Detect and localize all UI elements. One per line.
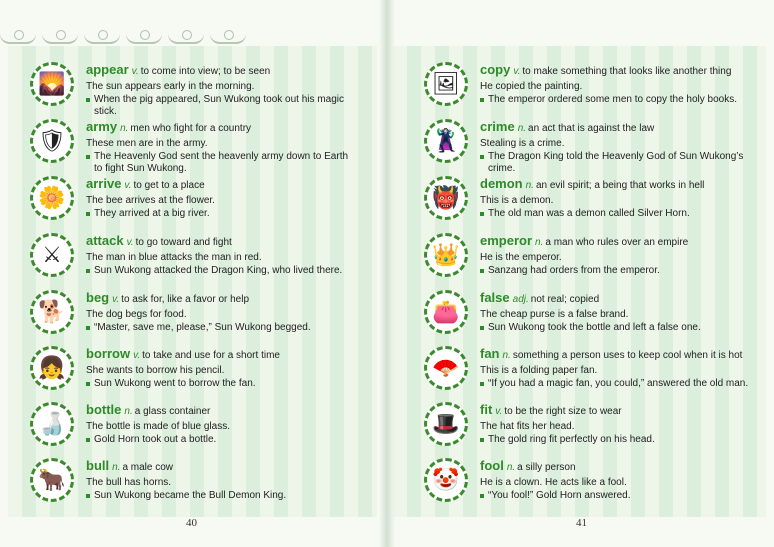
sunrise-icon [30, 62, 74, 106]
entry-text [480, 402, 750, 446]
icon-glyph: 🌄 [38, 71, 66, 96]
icon-glyph: 🛡 [38, 128, 66, 153]
entry-headline [480, 233, 750, 250]
emperor-icon [424, 233, 468, 277]
part-of-speech: n. [506, 462, 516, 473]
icon-glyph: 👧 [38, 355, 66, 380]
entry-text [86, 119, 356, 175]
header-ornament-right [0, 34, 246, 46]
thief-icon [424, 119, 468, 163]
entry-text [86, 176, 356, 220]
example-sentence: The bull has horns. [86, 477, 172, 488]
entry-headline [86, 458, 356, 475]
icon-glyph: 🎩 [432, 411, 460, 436]
headword: bottle [86, 402, 122, 417]
story-sentence: Sanzang had orders from the emperor. [480, 265, 750, 277]
definition: to come into view; to be seen [140, 66, 271, 77]
entry-headline [480, 290, 750, 307]
part-of-speech: v. [124, 180, 132, 191]
icon-glyph: 🐕 [38, 299, 66, 324]
demon-icon [424, 176, 468, 220]
icon-glyph: 🪭 [432, 355, 460, 380]
example-sentence: The bottle is made of blue glass. [86, 421, 230, 432]
icon-glyph: 👛 [432, 299, 460, 324]
icon-glyph: 👑 [432, 242, 460, 267]
headword: army [86, 119, 118, 134]
entry-text [480, 176, 750, 220]
story-sentence: “You fool!” Gold Horn answered. [480, 490, 750, 502]
story-sentence: Gold Horn took out a bottle. [86, 434, 356, 446]
definition: to go toward and fight [135, 237, 232, 248]
headword: copy [480, 62, 511, 77]
story-sentence: “If you had a magic fan, you could,” answered the old man. [480, 378, 750, 390]
example-sentence: She wants to borrow his pencil. [86, 365, 225, 376]
story-sentence: Sun Wukong became the Bull Demon King. [86, 490, 356, 502]
entry-text [480, 346, 750, 390]
entry-headline [86, 119, 356, 136]
icon-glyph: ⚔ [42, 242, 62, 267]
entry-text [86, 346, 356, 390]
icon-glyph: 🐂 [38, 467, 66, 492]
example-sentence: This is a folding paper fan. [480, 365, 598, 376]
definition: a glass container [134, 406, 211, 417]
entry-text [86, 458, 356, 502]
part-of-speech: v. [513, 66, 521, 77]
headword: bull [86, 458, 110, 473]
entry-headline [480, 62, 750, 79]
entry-text [480, 119, 750, 175]
headword: fool [480, 458, 504, 473]
part-of-speech: v. [133, 350, 141, 361]
entry-headline [480, 119, 750, 136]
headword: fit [480, 402, 493, 417]
entry-headline [480, 458, 750, 475]
bee-flower-icon [30, 176, 74, 220]
bottle-icon [30, 402, 74, 446]
icon-glyph: 🌼 [38, 185, 66, 210]
headword: false [480, 290, 510, 305]
story-sentence: The Dragon King told the Heavenly God of Sun Wukong’s crime. [480, 151, 750, 175]
entry-text [480, 458, 750, 502]
story-sentence: The gold ring fit perfectly on his head. [480, 434, 750, 446]
clown-icon [424, 458, 468, 502]
example-sentence: The hat fits her head. [480, 421, 575, 432]
entry-headline [480, 346, 750, 363]
story-sentence: The old man was a demon called Silver Horn. [480, 208, 750, 220]
icon-glyph: 🍶 [38, 411, 66, 436]
children-icon [30, 346, 74, 390]
hat-icon [424, 402, 468, 446]
definition: to get to a place [133, 180, 205, 191]
story-sentence: When the pig appeared, Sun Wukong took out his magic stick. [86, 94, 356, 118]
story-sentence: They arrived at a big river. [86, 208, 356, 220]
story-sentence: The Heavenly God sent the heavenly army down to Earth to fight Sun Wukong. [86, 151, 356, 175]
headword: arrive [86, 176, 122, 191]
entry-headline [86, 62, 356, 79]
icon-glyph: 🖼 [432, 71, 460, 96]
page-background [393, 46, 766, 517]
story-sentence: “Master, save me, please,” Sun Wukong begged. [86, 322, 356, 334]
definition: to take and use for a short time [142, 350, 280, 361]
definition: a silly person [517, 462, 576, 473]
example-sentence: He copied the painting. [480, 81, 583, 92]
entry-headline [86, 290, 356, 307]
definition: to ask for, like a favor or help [121, 294, 250, 305]
headword: beg [86, 290, 110, 305]
part-of-speech: n. [112, 462, 121, 473]
part-of-speech: v. [126, 237, 134, 248]
bull-icon [30, 458, 74, 502]
part-of-speech: v. [495, 406, 503, 417]
dog-icon [30, 290, 74, 334]
example-sentence: The dog begs for food. [86, 309, 187, 320]
purse-icon [424, 290, 468, 334]
headword: attack [86, 233, 124, 248]
army-icon [30, 119, 74, 163]
entry-text [86, 402, 356, 446]
definition: an evil spirit; a being that works in hell [535, 180, 705, 191]
example-sentence: These men are in the army. [86, 138, 208, 149]
headword: borrow [86, 346, 131, 361]
entry-text [86, 290, 356, 334]
icon-glyph: 🦹 [432, 128, 460, 153]
example-sentence: The man in blue attacks the man in red. [86, 252, 262, 263]
part-of-speech: adj. [512, 294, 529, 305]
example-sentence: The bee arrives at the flower. [86, 195, 215, 206]
icon-glyph: 🤡 [432, 467, 460, 492]
part-of-speech: v. [131, 66, 139, 77]
definition: to make something that looks like another thing [522, 66, 732, 77]
example-sentence: He is the emperor. [480, 252, 562, 263]
entry-text [480, 62, 750, 106]
entry-headline [86, 402, 356, 419]
definition: not real; copied [530, 294, 600, 305]
definition: a male cow [122, 462, 174, 473]
story-sentence: The emperor ordered some men to copy the holy books. [480, 94, 750, 106]
entry-headline [86, 346, 356, 363]
part-of-speech: n. [535, 237, 544, 248]
fan-icon [424, 346, 468, 390]
example-sentence: This is a demon. [480, 195, 554, 206]
example-sentence: He is a clown. He acts like a fool. [480, 477, 627, 488]
story-sentence: Sun Wukong went to borrow the fan. [86, 378, 356, 390]
page-number-left: 40 [186, 517, 197, 529]
painting-icon [424, 62, 468, 106]
example-sentence: The sun appears early in the morning. [86, 81, 255, 92]
entry-headline [480, 176, 750, 193]
part-of-speech: n. [124, 406, 133, 417]
definition: to be the right size to wear [504, 406, 622, 417]
example-sentence: The cheap purse is a false brand. [480, 309, 629, 320]
icon-glyph: 👹 [432, 185, 460, 210]
part-of-speech: n. [517, 123, 527, 134]
headword: appear [86, 62, 129, 77]
part-of-speech: v. [112, 294, 120, 305]
headword: crime [480, 119, 515, 134]
story-sentence: Sun Wukong took the bottle and left a false one. [480, 322, 750, 334]
definition: men who fight for a country [130, 123, 252, 134]
entry-text [86, 233, 356, 277]
entry-headline [86, 233, 356, 250]
part-of-speech: n. [502, 350, 511, 361]
part-of-speech: n. [525, 180, 534, 191]
book-gutter [379, 0, 395, 547]
definition: a man who rules over an empire [545, 237, 689, 248]
story-sentence: Sun Wukong attacked the Dragon King, who lived there. [86, 265, 356, 277]
part-of-speech: n. [120, 123, 129, 134]
example-sentence: Stealing is a crime. [480, 138, 565, 149]
entry-text [480, 233, 750, 277]
attack-icon [30, 233, 74, 277]
headword: emperor [480, 233, 533, 248]
entry-headline [480, 402, 750, 419]
definition: something a person uses to keep cool when it is hot [512, 350, 743, 361]
definition: an act that is against the law [528, 123, 655, 134]
headword: fan [480, 346, 500, 361]
entry-text [86, 62, 356, 118]
entry-headline [86, 176, 356, 193]
headword: demon [480, 176, 523, 191]
entry-text [480, 290, 750, 334]
page-number-right: 41 [576, 517, 587, 529]
